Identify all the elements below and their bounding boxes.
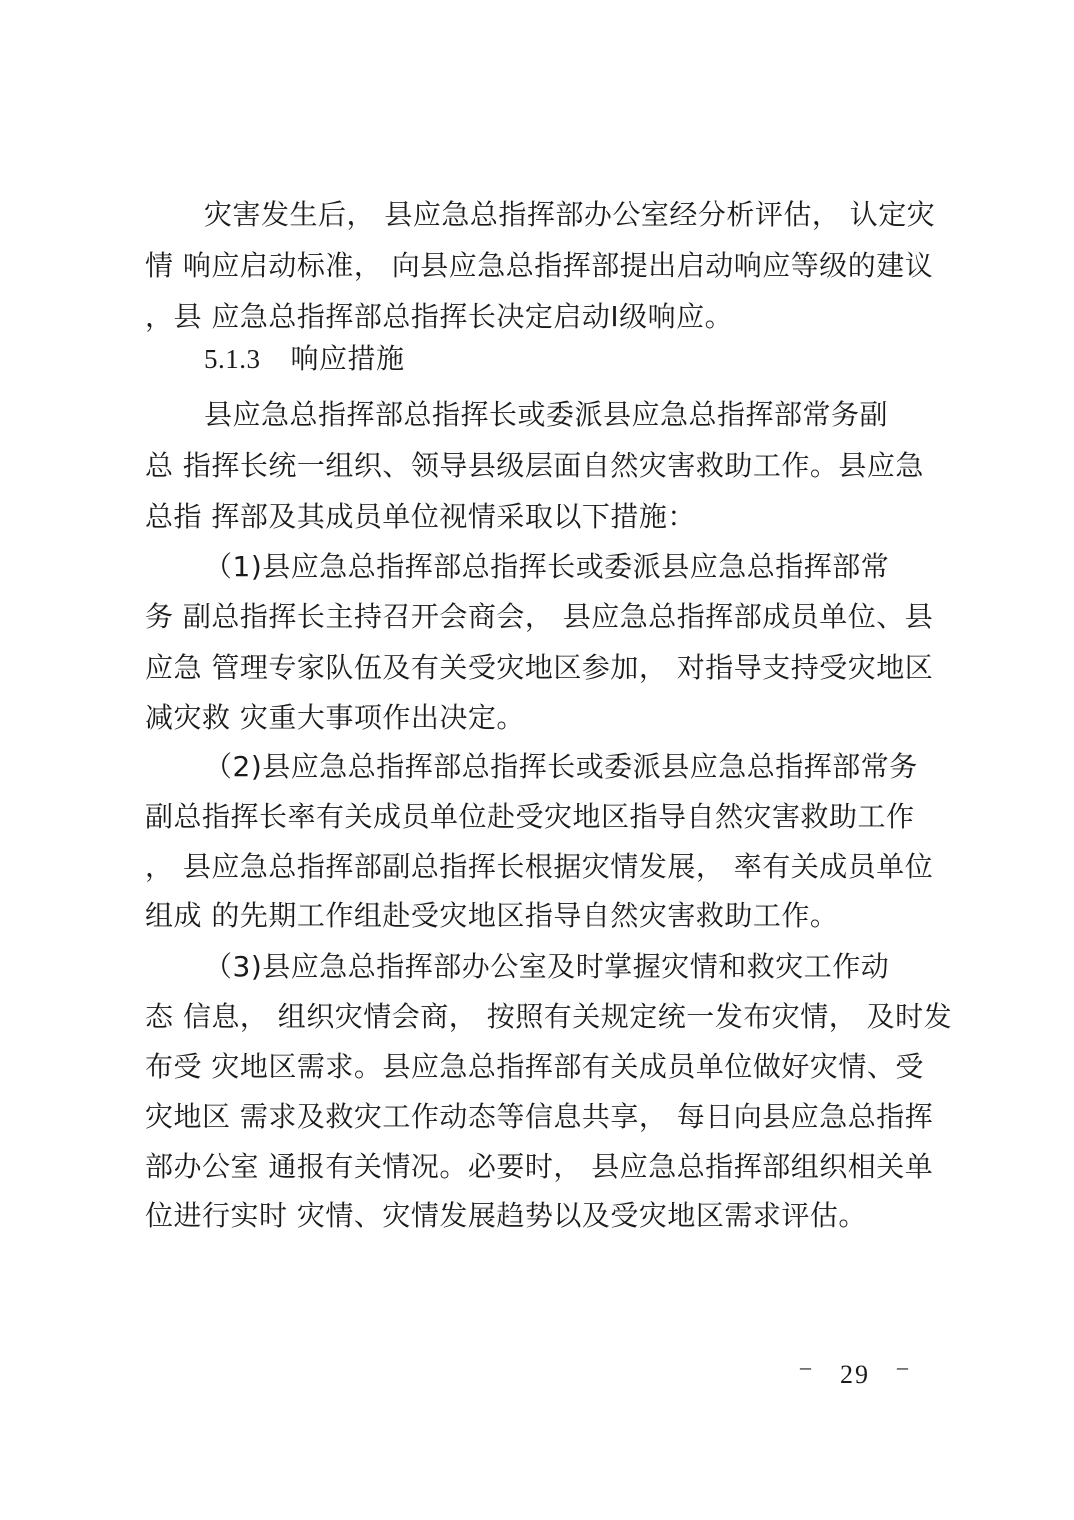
item-3-line-6: 位进行实时 灾情、灾情发展趋势以及受灾地区需求评估。 [145,1199,867,1232]
page-number-left-dash: – [800,1354,813,1379]
item-1-line-4: 减灾救 灾重大事项作出决定。 [145,701,525,734]
item-1-line-3: 应急 管理专家队伍及有关受灾地区参加， 对指导支持受灾地区 [145,651,934,684]
section-heading [204,342,405,376]
paragraph-1-line-3: ，县 应急总指挥部总指挥长决定启动Ⅰ级响应。 [145,300,734,333]
item-3-line-1: （3)县应急总指挥部办公室及时掌握灾情和救灾工作动 [204,950,890,983]
item-2-line-1: （2)县应急总指挥部总指挥长或委派县应急总指挥部常务 [204,750,918,783]
item-1-line-1: （1)县应急总指挥部总指挥长或委派县应急总指挥部常 [204,550,890,583]
item-2-line-3: ， 县应急总指挥部副总指挥长根据灾情发展， 率有关成员单位 [145,850,934,883]
paragraph-2-line-2: 总 指挥长统一组织、领导县级层面自然灾害救助工作。县应急 [145,449,924,482]
item-2-line-2: 副总指挥长率有关成员单位赴受灾地区指导自然灾害救助工作 [145,800,915,833]
page-number-right-dash: – [897,1354,910,1379]
page-number [800,1355,910,1395]
item-3-line-2: 态 信息， 组织灾情会商， 按照有关规定统一发布灾情， 及时发 [145,1000,953,1033]
item-3-line-4: 灾地区 需求及救灾工作动态等信息共享， 每日向县应急总指挥 [145,1100,934,1133]
paragraph-1-line-2: 情 响应启动标准， 向县应急总指挥部提出启动响应等级的建议 [145,249,934,282]
item-2-line-4: 组成 的先期工作组赴受灾地区指导自然灾害救助工作。 [145,899,839,932]
page-number-value: 29 [840,1360,870,1389]
section-title: 响应措施 [290,342,405,375]
paragraph-2-line-1: 县应急总指挥部总指挥长或委派县应急总指挥部常务副 [204,398,889,431]
item-3-line-3: 布受 灾地区需求。县应急总指挥部有关成员单位做好灾情、受 [145,1050,924,1083]
section-number: 5.1.3 [204,344,261,374]
item-1-line-2: 务 副总指挥长主持召开会商会， 县应急总指挥部成员单位、县 [145,600,934,633]
item-3-line-5: 部办公室 通报有关情况。必要时， 县应急总指挥部组织相关单 [145,1150,934,1183]
paragraph-1-line-1: 灾害发生后， 县应急总指挥部办公室经分析评估， 认定灾 [204,198,936,231]
paragraph-2-line-3: 总指 挥部及其成员单位视情采取以下措施： [145,500,696,533]
